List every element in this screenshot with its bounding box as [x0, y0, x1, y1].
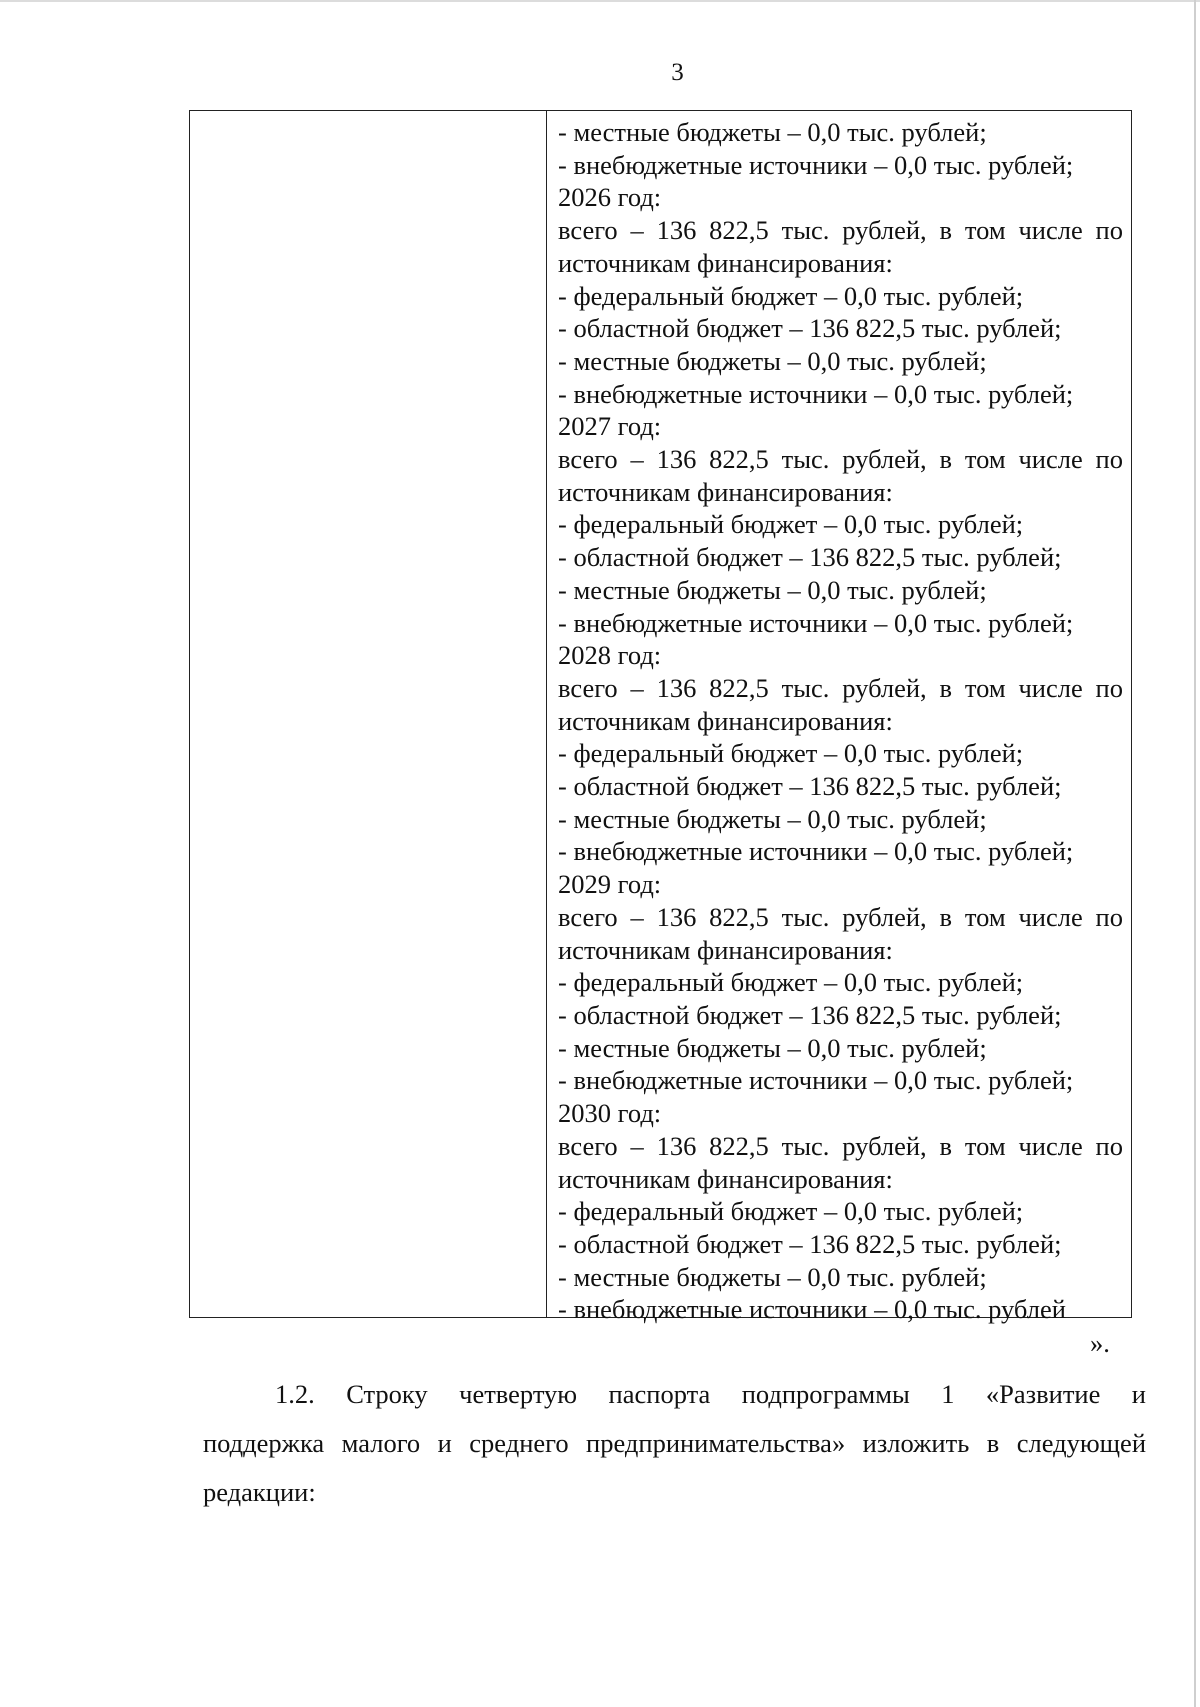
page-number: 3: [671, 59, 684, 86]
table-line: - внебюджетные источники – 0,0 тыс. рублей;: [558, 378, 1074, 409]
table-line: - местные бюджеты – 0,0 тыс. рублей;: [558, 1032, 987, 1063]
table-line: - местные бюджеты – 0,0 тыс. рублей;: [558, 574, 987, 605]
table-line: источникам финансирования:: [558, 934, 893, 965]
table-line: - местные бюджеты – 0,0 тыс. рублей;: [558, 345, 987, 376]
table-line: всего – 136 822,5 тыс. рублей, в том числе по: [558, 672, 1123, 703]
table-line: 2026 год:: [558, 182, 662, 213]
table-right-cell: [558, 116, 1123, 1326]
amendment-paragraph: [203, 1370, 1146, 1517]
table-line: - областной бюджет – 136 822,5 тыс. рублей;: [558, 999, 1062, 1030]
table-line: - внебюджетные источники – 0,0 тыс. рублей;: [558, 607, 1074, 638]
table-line: - внебюджетные источники – 0,0 тыс. рублей: [558, 1294, 1066, 1325]
table-line: - внебюджетные источники – 0,0 тыс. рублей;: [558, 1065, 1074, 1096]
table-line: всего – 136 822,5 тыс. рублей, в том числе по: [558, 215, 1123, 246]
table-line: - внебюджетные источники – 0,0 тыс. рублей;: [558, 149, 1074, 180]
table-line: - федеральный бюджет – 0,0 тыс. рублей;: [558, 967, 1024, 998]
table-line: источникам финансирования:: [558, 247, 893, 278]
paragraph-line: 1.2. Строку четвертую паспорта подпрограммы 1 «Развитие и: [275, 1379, 1146, 1409]
table-line: - федеральный бюджет – 0,0 тыс. рублей;: [558, 738, 1024, 769]
table-line: - федеральный бюджет – 0,0 тыс. рублей;: [558, 509, 1024, 540]
table-line: 2027 год:: [558, 411, 662, 442]
paragraph-line: поддержка малого и среднего предпринимательства» изложить в следующей: [203, 1428, 1146, 1458]
table-line: - федеральный бюджет – 0,0 тыс. рублей;: [558, 280, 1024, 311]
table-line: - областной бюджет – 136 822,5 тыс. рублей;: [558, 542, 1062, 573]
table-line: - областной бюджет – 136 822,5 тыс. рублей;: [558, 313, 1062, 344]
table-line: источникам финансирования:: [558, 476, 893, 507]
table-line: - местные бюджеты – 0,0 тыс. рублей;: [558, 117, 987, 147]
table-line: - местные бюджеты – 0,0 тыс. рублей;: [558, 1261, 987, 1292]
table-line: - областной бюджет – 136 822,5 тыс. рублей;: [558, 1228, 1062, 1259]
table-line: 2029 год:: [558, 869, 662, 900]
table-line: источникам финансирования:: [558, 705, 893, 736]
table-line: - областной бюджет – 136 822,5 тыс. рублей;: [558, 771, 1062, 802]
table-line: всего – 136 822,5 тыс. рублей, в том числе по: [558, 1130, 1123, 1161]
table-line: - местные бюджеты – 0,0 тыс. рублей;: [558, 803, 987, 834]
financing-table: [189, 110, 1132, 1325]
table-line: всего – 136 822,5 тыс. рублей, в том числе по: [558, 901, 1123, 932]
paragraph-line: редакции:: [203, 1477, 316, 1507]
scan-top-edge: [0, 0, 1200, 2]
table-line: 2030 год:: [558, 1098, 662, 1129]
table-line: 2028 год:: [558, 640, 662, 671]
closing-quote: ».: [1090, 1328, 1110, 1358]
table-column-divider: [546, 111, 547, 1317]
scan-right-edge: [1194, 0, 1196, 1707]
table-line: - внебюджетные источники – 0,0 тыс. рублей;: [558, 836, 1074, 867]
table-line: - федеральный бюджет – 0,0 тыс. рублей;: [558, 1196, 1024, 1227]
table-line: всего – 136 822,5 тыс. рублей, в том числе по: [558, 444, 1123, 475]
table-line: источникам финансирования:: [558, 1163, 893, 1194]
